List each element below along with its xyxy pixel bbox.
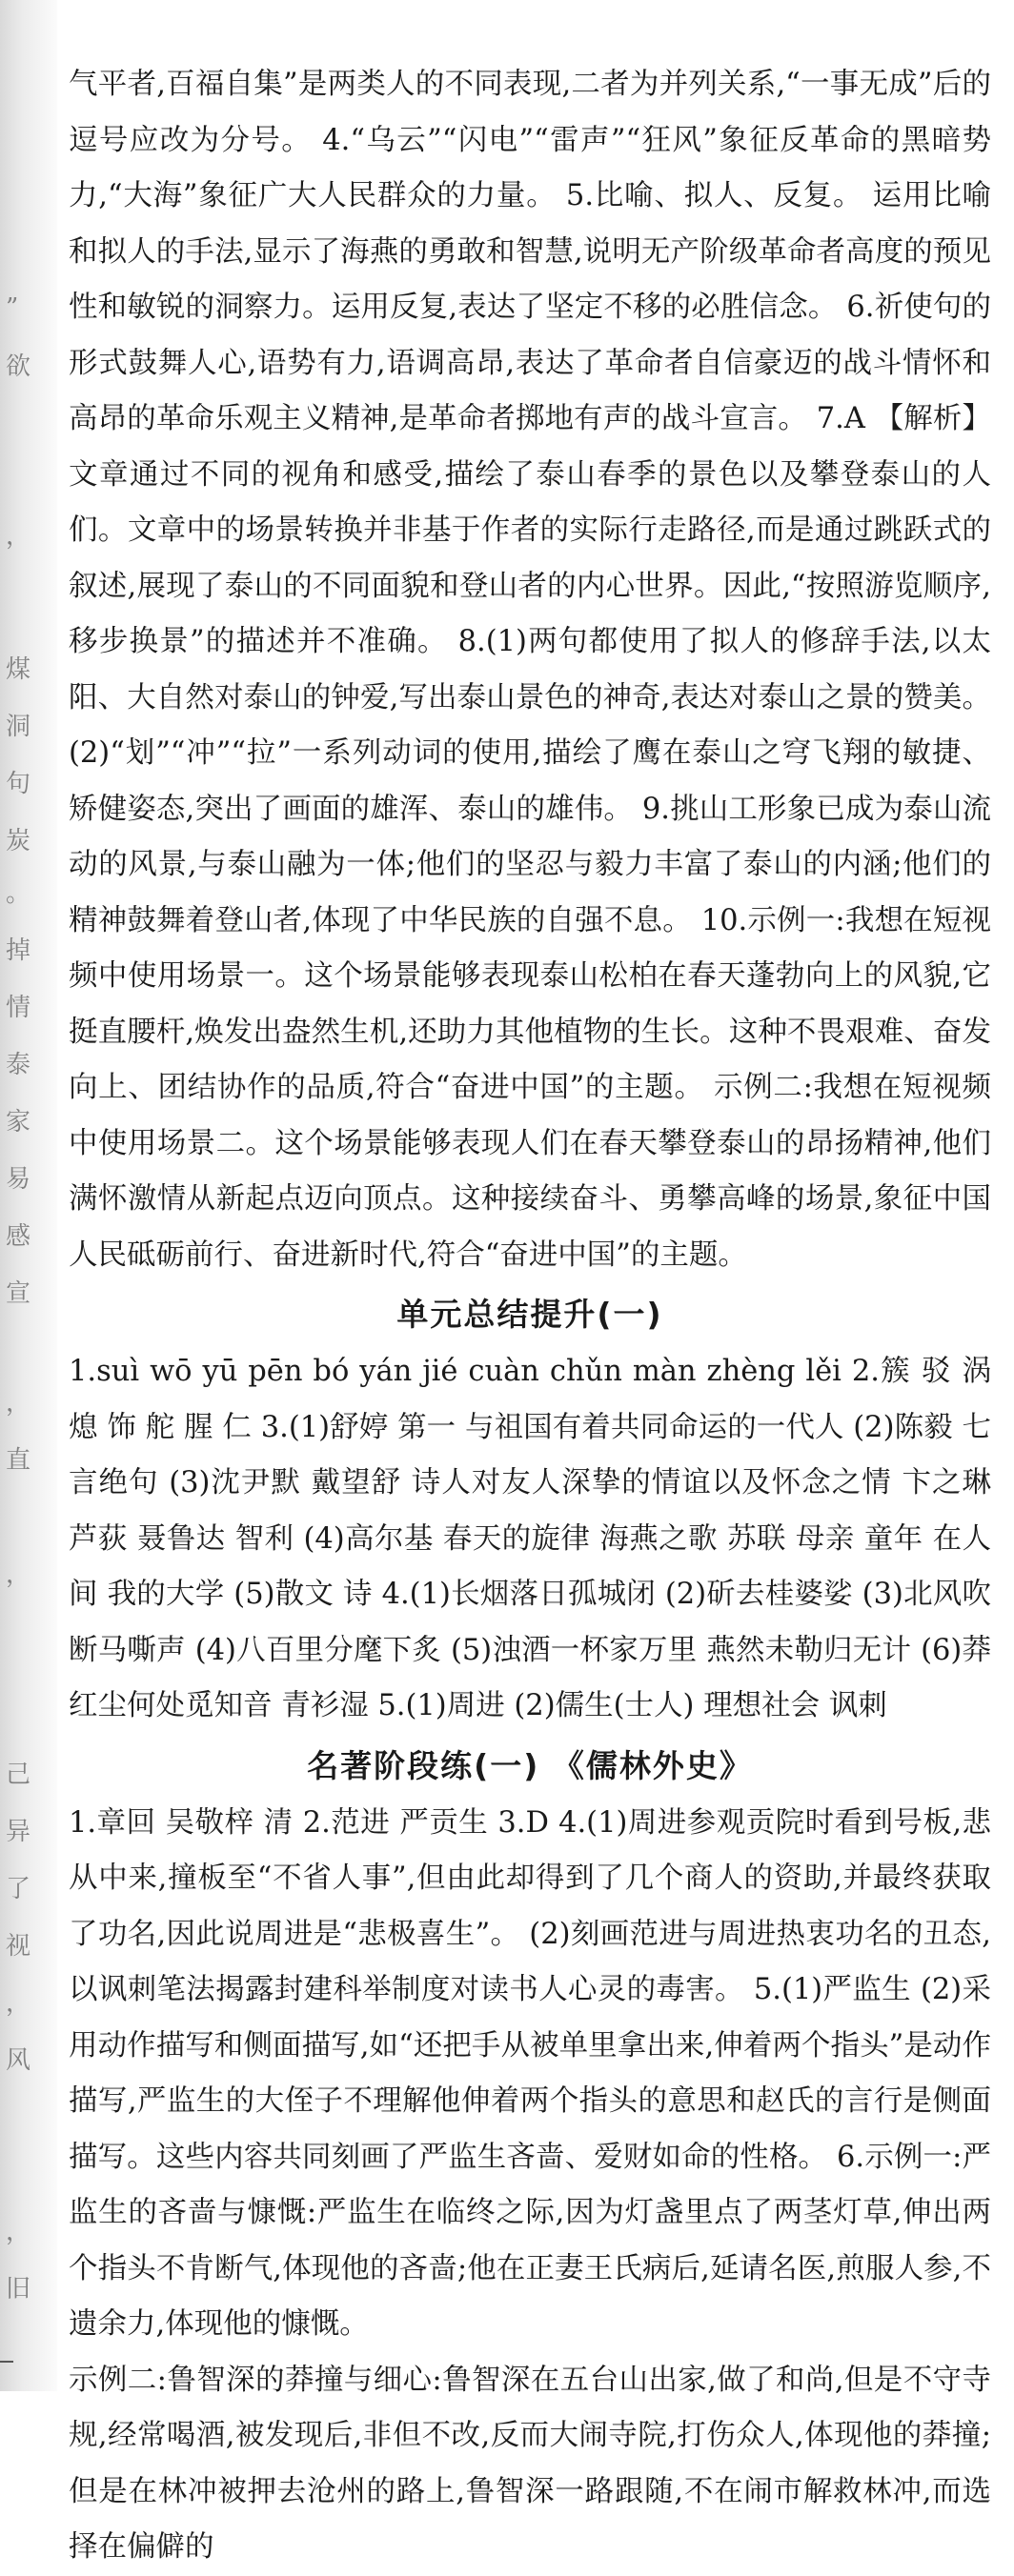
gutter-fragment: ， [6, 1989, 31, 2018]
gutter-fragment: 欲 [6, 352, 31, 381]
gutter-fragment: 旧 [6, 2275, 31, 2304]
gutter-fragment: 句 [6, 770, 31, 798]
binding-gutter [0, 0, 57, 2391]
answer-key-content [69, 57, 991, 2576]
gutter-fragment: 情 [6, 994, 31, 1022]
gutter-fragment: ， [6, 2218, 31, 2246]
gutter-fragment: 风 [6, 2046, 31, 2075]
section2-title: 单元总结提升(一) [396, 1296, 663, 1333]
gutter-fragment: ， [6, 1389, 31, 1418]
gutter-fragment: 洞 [6, 713, 31, 741]
gutter-fragment: 直 [6, 1446, 31, 1475]
gutter-fragment: ， [6, 522, 31, 551]
gutter-fragment: ， [6, 1560, 31, 1589]
section3-title: 名著阶段练(一) 《儒林外史》 [307, 1746, 753, 1784]
gutter-fragment: 易 [6, 1165, 31, 1194]
gutter-fragment: 了 [6, 1875, 31, 1903]
gutter-fragment: 家 [6, 1108, 31, 1137]
page-edge-mark [0, 2361, 13, 2363]
gutter-fragment: 。 [6, 879, 31, 908]
gutter-fragment: 泰 [6, 1051, 31, 1079]
gutter-fragment: 宣 [6, 1279, 31, 1308]
gutter-fragment: 煤 [6, 655, 31, 684]
gutter-fragment: 异 [6, 1818, 31, 1846]
gutter-fragment: ” [6, 293, 19, 322]
section1-paragraph: 气平者,百福自集”是两类人的不同表现,二者为并列关系,“一事无成”后的逗号应改为分号。 4.“乌云”“闪电”“雷声”“狂风”象征反革命的黑暗势力,“大海”象征广大人民群众的力量。 5.比喻、拟人、反复。 运用比喻和拟人的手法,显示了海燕的勇敢和智慧,说明无产阶级革命者高度的预见性和敏锐的洞察力。运用反复,表达了坚定不移的必胜信念。 6.祈使句的形式鼓舞人心,语势有力,语调高昂,表达了革命者自信豪迈的战斗情怀和高昂的革命乐观主义精神,是革命者掷地有声的战斗宣言。 7.A 【解析】文章通过不同的视角和感受,描绘了泰山春季的景色以及攀登泰山的人们。文章中的场景转换并非基于作者的实际行走路径,而是通过跳跃式的叙述,展现了泰山的不同面貌和登山者的内心世界。因此,“按照游览顺序,移步换景”的描述并不准确。 8.(1)两句都使用了拟人的修辞手法,以太阳、大自然对泰山的钟爱,写出泰山景色的神奇,表达对泰山之景的赞美。 (2)“划”“冲”“拉”一系列动词的使用,描绘了鹰在泰山之穹飞翔的敏捷、矫健姿态,突出了画面的雄浑、泰山的雄伟。 9.挑山工形象已成为泰山流动的风景,与泰山融为一体;他们的坚忍与毅力丰富了泰山的内涵;他们的精神鼓舞着登山者,体现了中华民族的自强不息。 10.示例一:我想在短视频中使用场景一。这个场景能够表现泰山松柏在春天蓬勃向上的风貌,它挺直腰杆,焕发出盎然生机,还助力其他植物的生长。这种不畏艰难、奋发向上、团结协作的品质,符合“奋进中国”的主题。 示例二:我想在短视频中使用场景二。这个场景能够表现人们在春天攀登泰山的昂扬精神,他们满怀激情从新起点迈向顶点。这种接续奋斗、勇攀高峰的场景,象征中国人民砥砺前行、奋进新时代,符合“奋进中国”的主题。 [69, 68, 991, 1272]
gutter-fragment: 视 [6, 1932, 31, 1961]
section2-paragraph: 1.suì wō yū pēn bó yán jié cuàn chǔn màn zhèng lěi 2.簇 驳 涡 熄 饰 舵 腥 仁 3.(1)舒婷 第一 与祖国有着共同命运的一代人 (2)陈毅 七言绝句 (3)沈尹默 戴望舒 诗人对友人深挚的情谊以及怀念之情 卞之琳 芦荻 聂鲁达 智利 (4)高尔基 春天的旋律 海燕之歌 苏联 母亲 童年 在人间 我的大学 (5)散文 诗 4.(1)长烟落日孤城闭 (2)斫去桂婆娑 (3)北风吹断马嘶声 (4)八百里分麾下炙 (5)浊酒一杯家万里 燕然未勒归无计 (6)莽红尘何处觅知音 青衫湿 5.(1)周进 (2)儒生(士人) 理想社会 讽刺 [69, 1355, 991, 1722]
gutter-fragment: 感 [6, 1222, 31, 1251]
gutter-fragment: 掉 [6, 936, 31, 965]
section3-paragraph: 1.章回 吴敬梓 清 2.范进 严贡生 3.D 4.(1)周进参观贡院时看到号板,悲从中来,撞板至“不省人事”,但由此却得到了几个商人的资助,并最终获取了功名,因此说周进是“悲极喜生”。 (2)刻画范进与周进热衷功名的丑态,以讽刺笔法揭露封建科举制度对读书人心灵的毒害。 5.(1)严监生 (2)采用动作描写和侧面描写,如“还把手从被单里拿出来,伸着两个指头”是动作描写,严监生的大侄子不理解他伸着两个指头的意思和赵氏的言行是侧面描写。这些内容共同刻画了严监生吝啬、爱财如命的性格。 6.示例一:严监生的吝啬与慷慨:严监生在临终之际,因为灯盏里点了两茎灯草,伸出两个指头不肯断气,体现他的吝啬;他在正妻王氏病后,延请名医,煎服人参,不遗余力,体现他的慷慨。 [69, 1805, 991, 2341]
gutter-fragment: 己 [6, 1761, 31, 1789]
section3-paragraph-continued: 示例二:鲁智深的莽撞与细心:鲁智深在五台山出家,做了和尚,但是不守寺规,经常喝酒,被发现后,非但不改,反而大闹寺院,打伤众人,体现他的莽撞;但是在林冲被押去沧州的路上,鲁智深一路跟随,不在闹市解救林冲,而选择在偏僻的 [69, 2363, 991, 2564]
gutter-fragment: 炭 [6, 827, 31, 855]
